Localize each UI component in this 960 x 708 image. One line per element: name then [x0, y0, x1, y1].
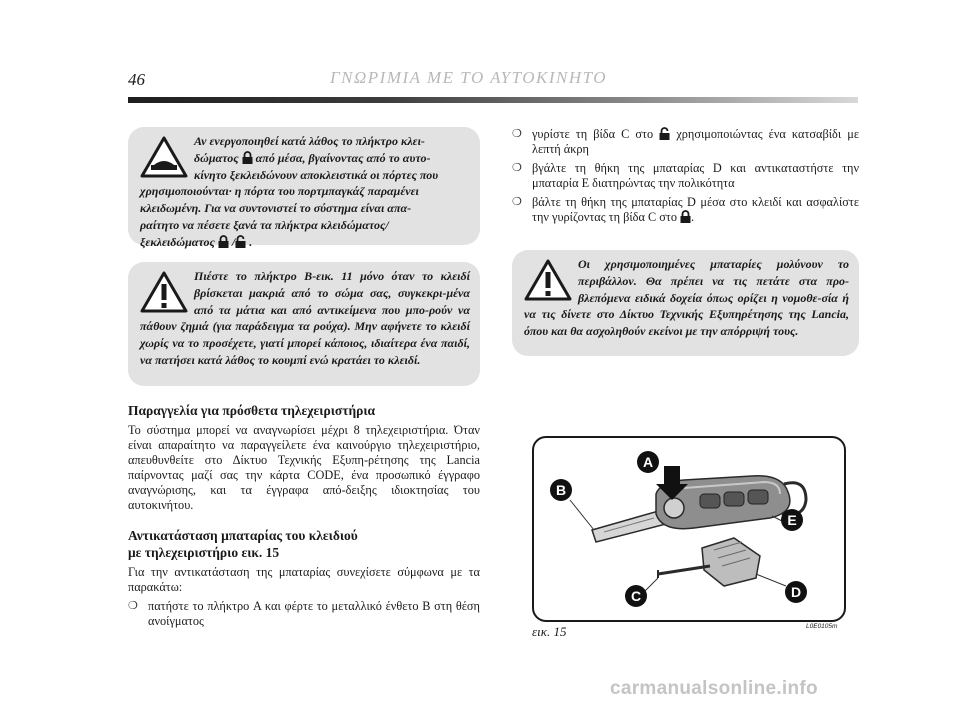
- remote-button-shape: [700, 494, 720, 508]
- left-column: [128, 402, 480, 633]
- label-a: A: [642, 454, 654, 470]
- warning-line: από μέσα, βγαίνοντας από το αυτο-: [252, 150, 431, 165]
- warning-line: ξεκλειδώματος: [140, 234, 218, 249]
- figure-key-illustration: [532, 436, 846, 622]
- warning-exclamation-icon: [524, 258, 572, 302]
- key-diagram: [534, 438, 844, 620]
- page-number: 46: [128, 70, 145, 89]
- steps-list: [128, 599, 480, 629]
- figure-code: L0E0105m: [806, 623, 838, 630]
- bullet-icon: ❍: [512, 162, 522, 174]
- step-item: [512, 127, 859, 157]
- warning-line: δώματος: [194, 150, 242, 165]
- step-text: .: [691, 210, 695, 224]
- release-button-shape: [664, 498, 684, 518]
- right-column: [512, 127, 859, 229]
- bullet-icon: ❍: [128, 600, 138, 612]
- title-line: Αντικατάσταση μπαταρίας του κλειδιού: [128, 528, 358, 543]
- label-e: E: [787, 512, 797, 528]
- warning-exclamation-icon: [140, 270, 188, 314]
- label-c: C: [630, 588, 642, 604]
- label-b: B: [555, 482, 567, 498]
- warning-text-locking: [140, 133, 470, 183]
- warning-line: ραίτητο να πέσετε ξανά τα πλήκτρα κλειδώματος/: [140, 217, 389, 232]
- step-item: [128, 599, 480, 629]
- section-body-extra-remotes: Το σύστημα μπορεί να αναγνωρίσει μέχρι 8 τηλεχειριστήρια. Όταν είναι απαραίτητο να παραγγείλετε ένα καινούργιο τηλεχειριστήριο, απευθυνθείτε στο Δίκτυο Τεχνικής Εξυπη-ρέτησης της Lancia παίρνοντας μαζί σας την κάρτα CODE, ένα προσωπικό έγγραφο αναγνώρισης, και τα έγγραφα από-δειξης ιδιοκτησίας του αυτοκινήτου.: [128, 423, 480, 512]
- step-item: [512, 161, 859, 191]
- screw-rod: [658, 566, 710, 574]
- lock-open-icon: [235, 235, 246, 248]
- warning-box-remote-button: [128, 262, 480, 386]
- step-text: βγάλτε τη θήκη της μπαταρίας D και αντικαταστήστε την μπαταρία E διατηρώντας την πολικότητα: [532, 161, 859, 190]
- warning-text-remote-button: Πιέστε το πλήκτρο B-εικ. 11 μόνο όταν το κλειδί βρίσκεται μακριά από το σώμα σας, συγκεκρι-μένα από τα μάτια και από αντικείμενα που μπο-ρούν να πάθουν ζημιά (για παράδειγμα τα ρούχα). Μην αφήνετε το κλειδί χωρίς να το προσέχετε, γιατί μπορεί κάποιος, ιδιαίτερα ένα παιδί, να πατήσει κατά λάθος το κουμπί ενώ κρατάει το κλειδί.: [140, 269, 470, 367]
- warning-text-locking-cont: [140, 183, 470, 250]
- warning-box-battery-disposal: [512, 250, 859, 356]
- warning-triangle-icon: [140, 135, 188, 179]
- running-title: ΓΝΩΡΙΜΙΑ ΜΕ ΤΟ ΑΥΤΟΚΙΝΗΤΟ: [330, 68, 608, 87]
- header-bar: [128, 97, 858, 103]
- step-item: [512, 195, 859, 225]
- warning-line: κίνητο ξεκλειδώνουν αποκλειστικά οι πόρτες που: [194, 167, 439, 182]
- step-text: βάλτε τη θήκη της μπαταρίας D μέσα στο κλειδί και ασφαλίστε την γυρίζοντας τη βίδα C στο: [532, 195, 859, 224]
- watermark: carmanualsonline.info: [610, 678, 818, 699]
- warning-text-battery-disposal: Οι χρησιμοποιημένες μπαταρίες μολύνουν το περιβάλλον. Θα πρέπει να τις πετάτε στα προ-βλεπόμενα ειδικά δοχεία όπως ορίζει η νομοθε-σία ή να τις δίνετε στο Δίκτυο Τεχνικής Εξυπηρέτησης της Lancia, όπου και θα ασχοληθούν εκείνοι με την απόρριψή τους.: [524, 257, 849, 339]
- bullet-icon: ❍: [512, 128, 522, 140]
- lock-closed-icon: [218, 235, 229, 248]
- remote-button-shape: [724, 492, 744, 506]
- lock-open-icon: [659, 127, 670, 140]
- step-text: χρησιμοποιώντας ένα κατσαβίδι με λεπτή άκρη: [532, 127, 859, 156]
- steps-list-continued: [512, 127, 859, 225]
- key-blade-shape: [592, 510, 666, 542]
- warning-line: Αν ενεργοποιηθεί κατά λάθος το πλήκτρο κλει-: [194, 134, 425, 148]
- label-d: D: [790, 584, 802, 600]
- figure-caption: εικ. 15: [532, 624, 567, 639]
- step-text: πατήστε το πλήκτρο A και φέρτε το μεταλλικό ένθετο B στη θέση ανοίγματος: [148, 599, 480, 628]
- lock-closed-icon: [680, 210, 691, 223]
- section-title-extra-remotes: Παραγγελία για πρόσθετα τηλεχειριστήρια: [128, 403, 376, 418]
- leader-line: [756, 574, 786, 586]
- leader-line: [570, 500, 594, 530]
- warning-line: /: [228, 234, 236, 249]
- bullet-icon: ❍: [512, 196, 522, 208]
- warning-line: .: [246, 234, 253, 249]
- warning-line: χρησιμοποιούνται· η πόρτα του πορτμπαγκάζ παραμένει: [140, 184, 419, 199]
- section-title-battery-replacement: [128, 527, 480, 561]
- step-text: γυρίστε τη βίδα C στο: [532, 127, 660, 141]
- warning-box-locking: [128, 127, 480, 249]
- title-line: με τηλεχειριστήριο εικ. 15: [128, 545, 280, 560]
- section-intro-battery: Για την αντικατάσταση της μπαταρίας συνεχίσετε σύμφωνα με τα παρακάτω:: [128, 565, 480, 594]
- warning-line: κλειδωμένη. Για να συντονιστεί το σύστημα είναι απα-: [140, 201, 412, 216]
- lock-closed-icon: [242, 151, 253, 164]
- remote-button-shape: [748, 490, 768, 504]
